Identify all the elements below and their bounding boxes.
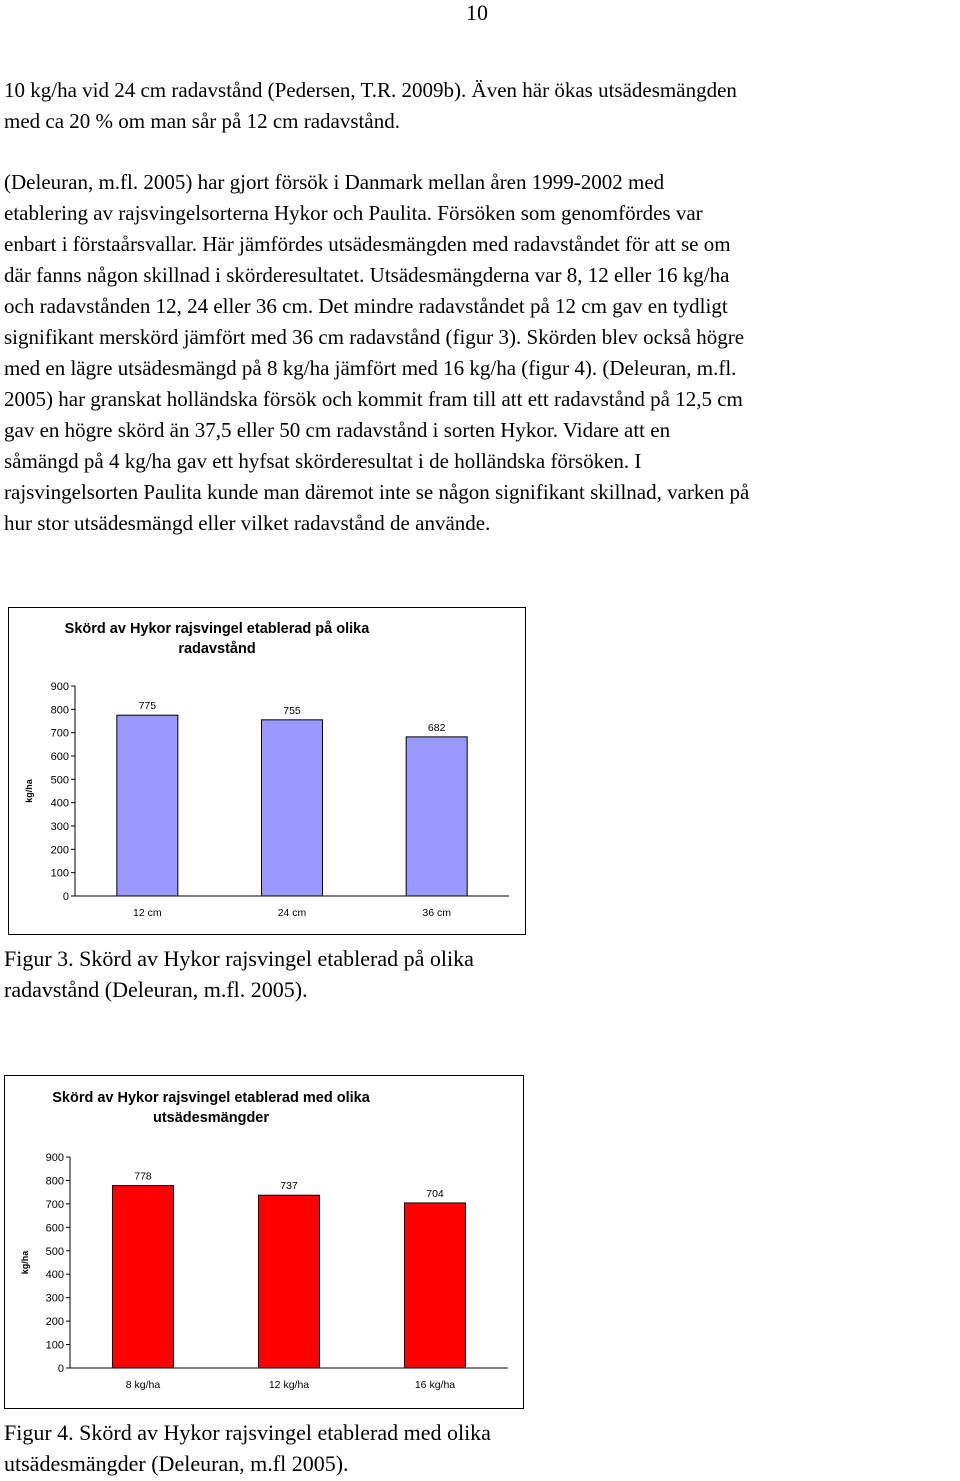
- y-tick-label: 100: [50, 867, 69, 880]
- x-tick-label: 24 cm: [277, 907, 307, 919]
- figure-4-caption: [4, 1417, 491, 1479]
- data-label: 682: [427, 721, 446, 734]
- x-tick-label: 8 kg/ha: [125, 1379, 161, 1391]
- y-tick-label: 200: [50, 844, 69, 857]
- chart-seed-rate: [4, 1075, 524, 1409]
- paragraph-line: med ca 20 % om man sår på 12 cm radavstånd.: [4, 109, 400, 133]
- bar: [405, 1203, 466, 1368]
- y-tick-label: 700: [50, 727, 69, 740]
- y-tick-label: 500: [50, 774, 69, 787]
- paragraph-line: med en lägre utsädesmängd på 8 kg/ha jämfört med 16 kg/ha (figur 4). (Deleuran, m.fl.: [4, 356, 737, 380]
- paragraph-line: 2005) har granskat holländska försök och kommit fram till att ett radavstånd på 12,5 cm: [4, 387, 743, 411]
- y-tick-label: 0: [62, 891, 69, 903]
- y-tick-label: 100: [45, 1339, 64, 1352]
- y-tick-label: 200: [45, 1316, 64, 1329]
- y-tick-label: 0: [57, 1363, 64, 1375]
- paragraph-line: och radavstånden 12, 24 eller 36 cm. Det mindre radavståndet på 12 cm gav en tydligt: [4, 294, 728, 318]
- paragraph-1: [4, 75, 960, 137]
- page-number: 10: [466, 0, 488, 25]
- paragraph-line: hur stor utsädesmängd eller vilket radavstånd de använde.: [4, 511, 491, 535]
- bar: [259, 1195, 320, 1368]
- paragraph-line: där fanns någon skillnad i skörderesultatet. Utsädesmängderna var 8, 12 eller 16 kg/ha: [4, 263, 730, 287]
- paragraph-line: såmängd på 4 kg/ha gav ett hyfsat skörderesultat i de holländska försöken. I: [4, 449, 642, 473]
- data-label: 737: [280, 1180, 298, 1193]
- bar: [262, 720, 323, 896]
- figure-3-caption: [4, 943, 474, 1005]
- data-label: 704: [426, 1187, 444, 1200]
- y-tick-label: 900: [50, 681, 69, 693]
- y-tick-label: 400: [45, 1269, 64, 1282]
- y-tick-label: 300: [50, 821, 69, 833]
- caption-line: Figur 4. Skörd av Hykor rajsvingel etablerad med olika: [4, 1420, 491, 1445]
- x-tick-label: 16 kg/ha: [414, 1379, 456, 1391]
- chart-title: Skörd av Hykor rajsvingel etablerad med olika: [52, 1090, 370, 1106]
- paragraph-line: enbart i förstaårsvallar. Här jämfördes utsädesmängden med radavståndet för att se om: [4, 232, 731, 256]
- y-tick-label: 900: [45, 1152, 64, 1164]
- caption-line: Figur 3. Skörd av Hykor rajsvingel etablerad på olika: [4, 946, 474, 971]
- y-tick-label: 600: [50, 751, 69, 763]
- x-tick-label: 12 cm: [133, 907, 162, 919]
- y-tick-label: 500: [45, 1245, 64, 1258]
- paragraph-line: rajsvingelsorten Paulita kunde man däremot inte se någon signifikant skillnad, varken på: [4, 480, 750, 504]
- chart-title: utsädesmängder: [152, 1110, 270, 1126]
- data-label: 755: [283, 704, 301, 717]
- paragraph-line: 10 kg/ha vid 24 cm radavstånd (Pedersen, T.R. 2009b). Även här ökas utsädesmängden: [4, 78, 737, 102]
- chart-title: radavstånd: [178, 641, 256, 657]
- bar: [406, 737, 467, 896]
- paragraph-line: gav en högre skörd än 37,5 eller 50 cm radavstånd i sorten Hykor. Vidare att en: [4, 418, 671, 442]
- x-tick-label: 12 kg/ha: [268, 1379, 310, 1391]
- bar: [117, 715, 178, 896]
- paragraph-line: etablering av rajsvingelsorterna Hykor och Paulita. Försöken som genomfördes var: [4, 201, 703, 225]
- bar: [113, 1186, 174, 1368]
- paragraph-line: signifikant merskörd jämfört med 36 cm radavstånd (figur 3). Skörden blev också högre: [4, 325, 745, 349]
- caption-line: radavstånd (Deleuran, m.fl. 2005).: [4, 977, 308, 1002]
- y-tick-label: 800: [45, 1175, 64, 1188]
- data-label: 775: [138, 700, 157, 713]
- y-tick-label: 800: [50, 704, 69, 717]
- x-tick-label: 36 cm: [422, 907, 451, 919]
- y-tick-label: 700: [45, 1198, 64, 1211]
- data-label: 778: [134, 1170, 152, 1183]
- caption-line: utsädesmängder (Deleuran, m.fl 2005).: [4, 1451, 349, 1476]
- chart-title: Skörd av Hykor rajsvingel etablerad på olika: [64, 621, 370, 637]
- chart-row-spacing: [8, 607, 526, 935]
- y-axis-label: kg/ha: [20, 1250, 30, 1275]
- y-axis-label: kg/ha: [24, 779, 34, 803]
- y-tick-label: 600: [45, 1222, 64, 1235]
- paragraph-2: [4, 167, 960, 539]
- y-tick-label: 400: [50, 797, 69, 810]
- paragraph-line: (Deleuran, m.fl. 2005) har gjort försök i Danmark mellan åren 1999-2002 med: [4, 170, 665, 194]
- y-tick-label: 300: [45, 1292, 64, 1305]
